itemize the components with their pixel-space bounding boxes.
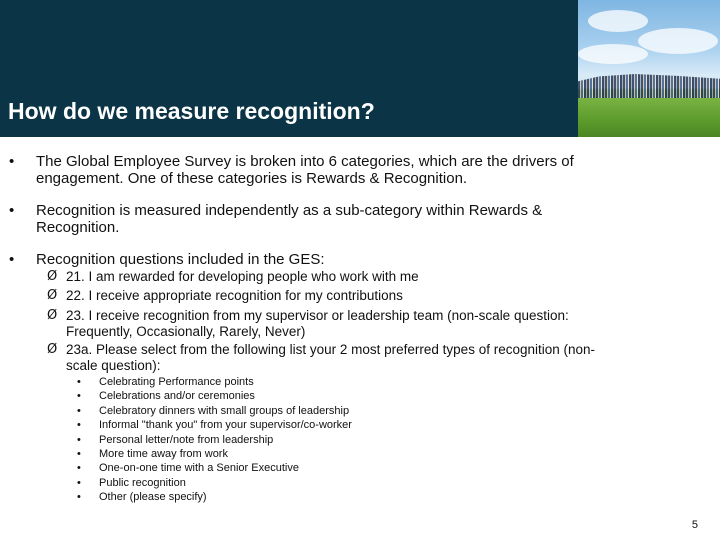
bullet-marker: • [77,447,81,460]
option-text: Public recognition [99,476,186,489]
bullet-marker: • [77,376,81,388]
bullet-line: engagement. One of these categories is Rewards & Recognition. [36,170,468,187]
bullet-marker: • [77,390,81,403]
question-line: 23a. Please select from the following list your 2 most preferred types of recognition (non- [66,342,596,357]
bullet-marker: • [77,491,81,504]
option-text: Celebrations and/or ceremonies [99,390,255,403]
option-text: Celebrating Performance points [99,376,254,388]
bullet-marker: • [9,153,15,170]
question-23 [66,308,702,340]
question-line: 21. I am rewarded for developing people who work with me [66,269,419,284]
sub-bullet-arrow-icon: Ø [47,308,58,323]
bullet-marker: • [9,202,15,219]
option-text: Personal letter/note from leadership [99,433,274,446]
page-number: 5 [691,519,698,531]
bullet-line: The Global Employee Survey is broken into 6 categories, which are the drivers of [36,153,574,170]
question-21 [66,269,702,285]
bullet-line: Recognition is measured independently as a sub-category within Rewards & [36,202,543,219]
bullet-line: Recognition. [36,219,120,236]
option-text: Other (please specify) [99,491,207,504]
sub-bullet-arrow-icon: Ø [47,342,58,357]
bullet-marker: • [77,404,81,417]
question-22 [66,288,702,304]
option-text: One-on-one time with a Senior Executive [99,462,299,475]
bullet-marker: • [77,419,81,432]
sub-bullet-arrow-icon: Ø [47,288,58,303]
bullet-text-global-survey [36,153,700,187]
bullet-marker: • [9,251,15,268]
bullet-marker: • [77,433,81,446]
bullet-marker: • [77,462,81,475]
bullet-text-measured-independently [36,202,700,236]
bullet-text-ges-questions [36,251,700,268]
bullet-line: Recognition questions included in the GES: [36,251,325,268]
question-line: 22. I receive appropriate recognition for my contributions [66,288,403,303]
bullet-marker: • [77,476,81,489]
question-line: 23. I receive recognition from my supervisor or leadership team (non-scale question: [66,308,569,323]
question-23a [66,342,702,374]
question-line: scale question): [66,358,161,373]
option-text: Informal "thank you" from your supervisor/co-worker [99,419,352,432]
option-text: Celebratory dinners with small groups of leadership [99,404,350,417]
slide-title: How do we measure recognition? [8,98,375,124]
option-text: More time away from work [99,447,228,460]
sub-bullet-arrow-icon: Ø [47,269,58,284]
question-line: Frequently, Occasionally, Rarely, Never) [66,324,306,339]
